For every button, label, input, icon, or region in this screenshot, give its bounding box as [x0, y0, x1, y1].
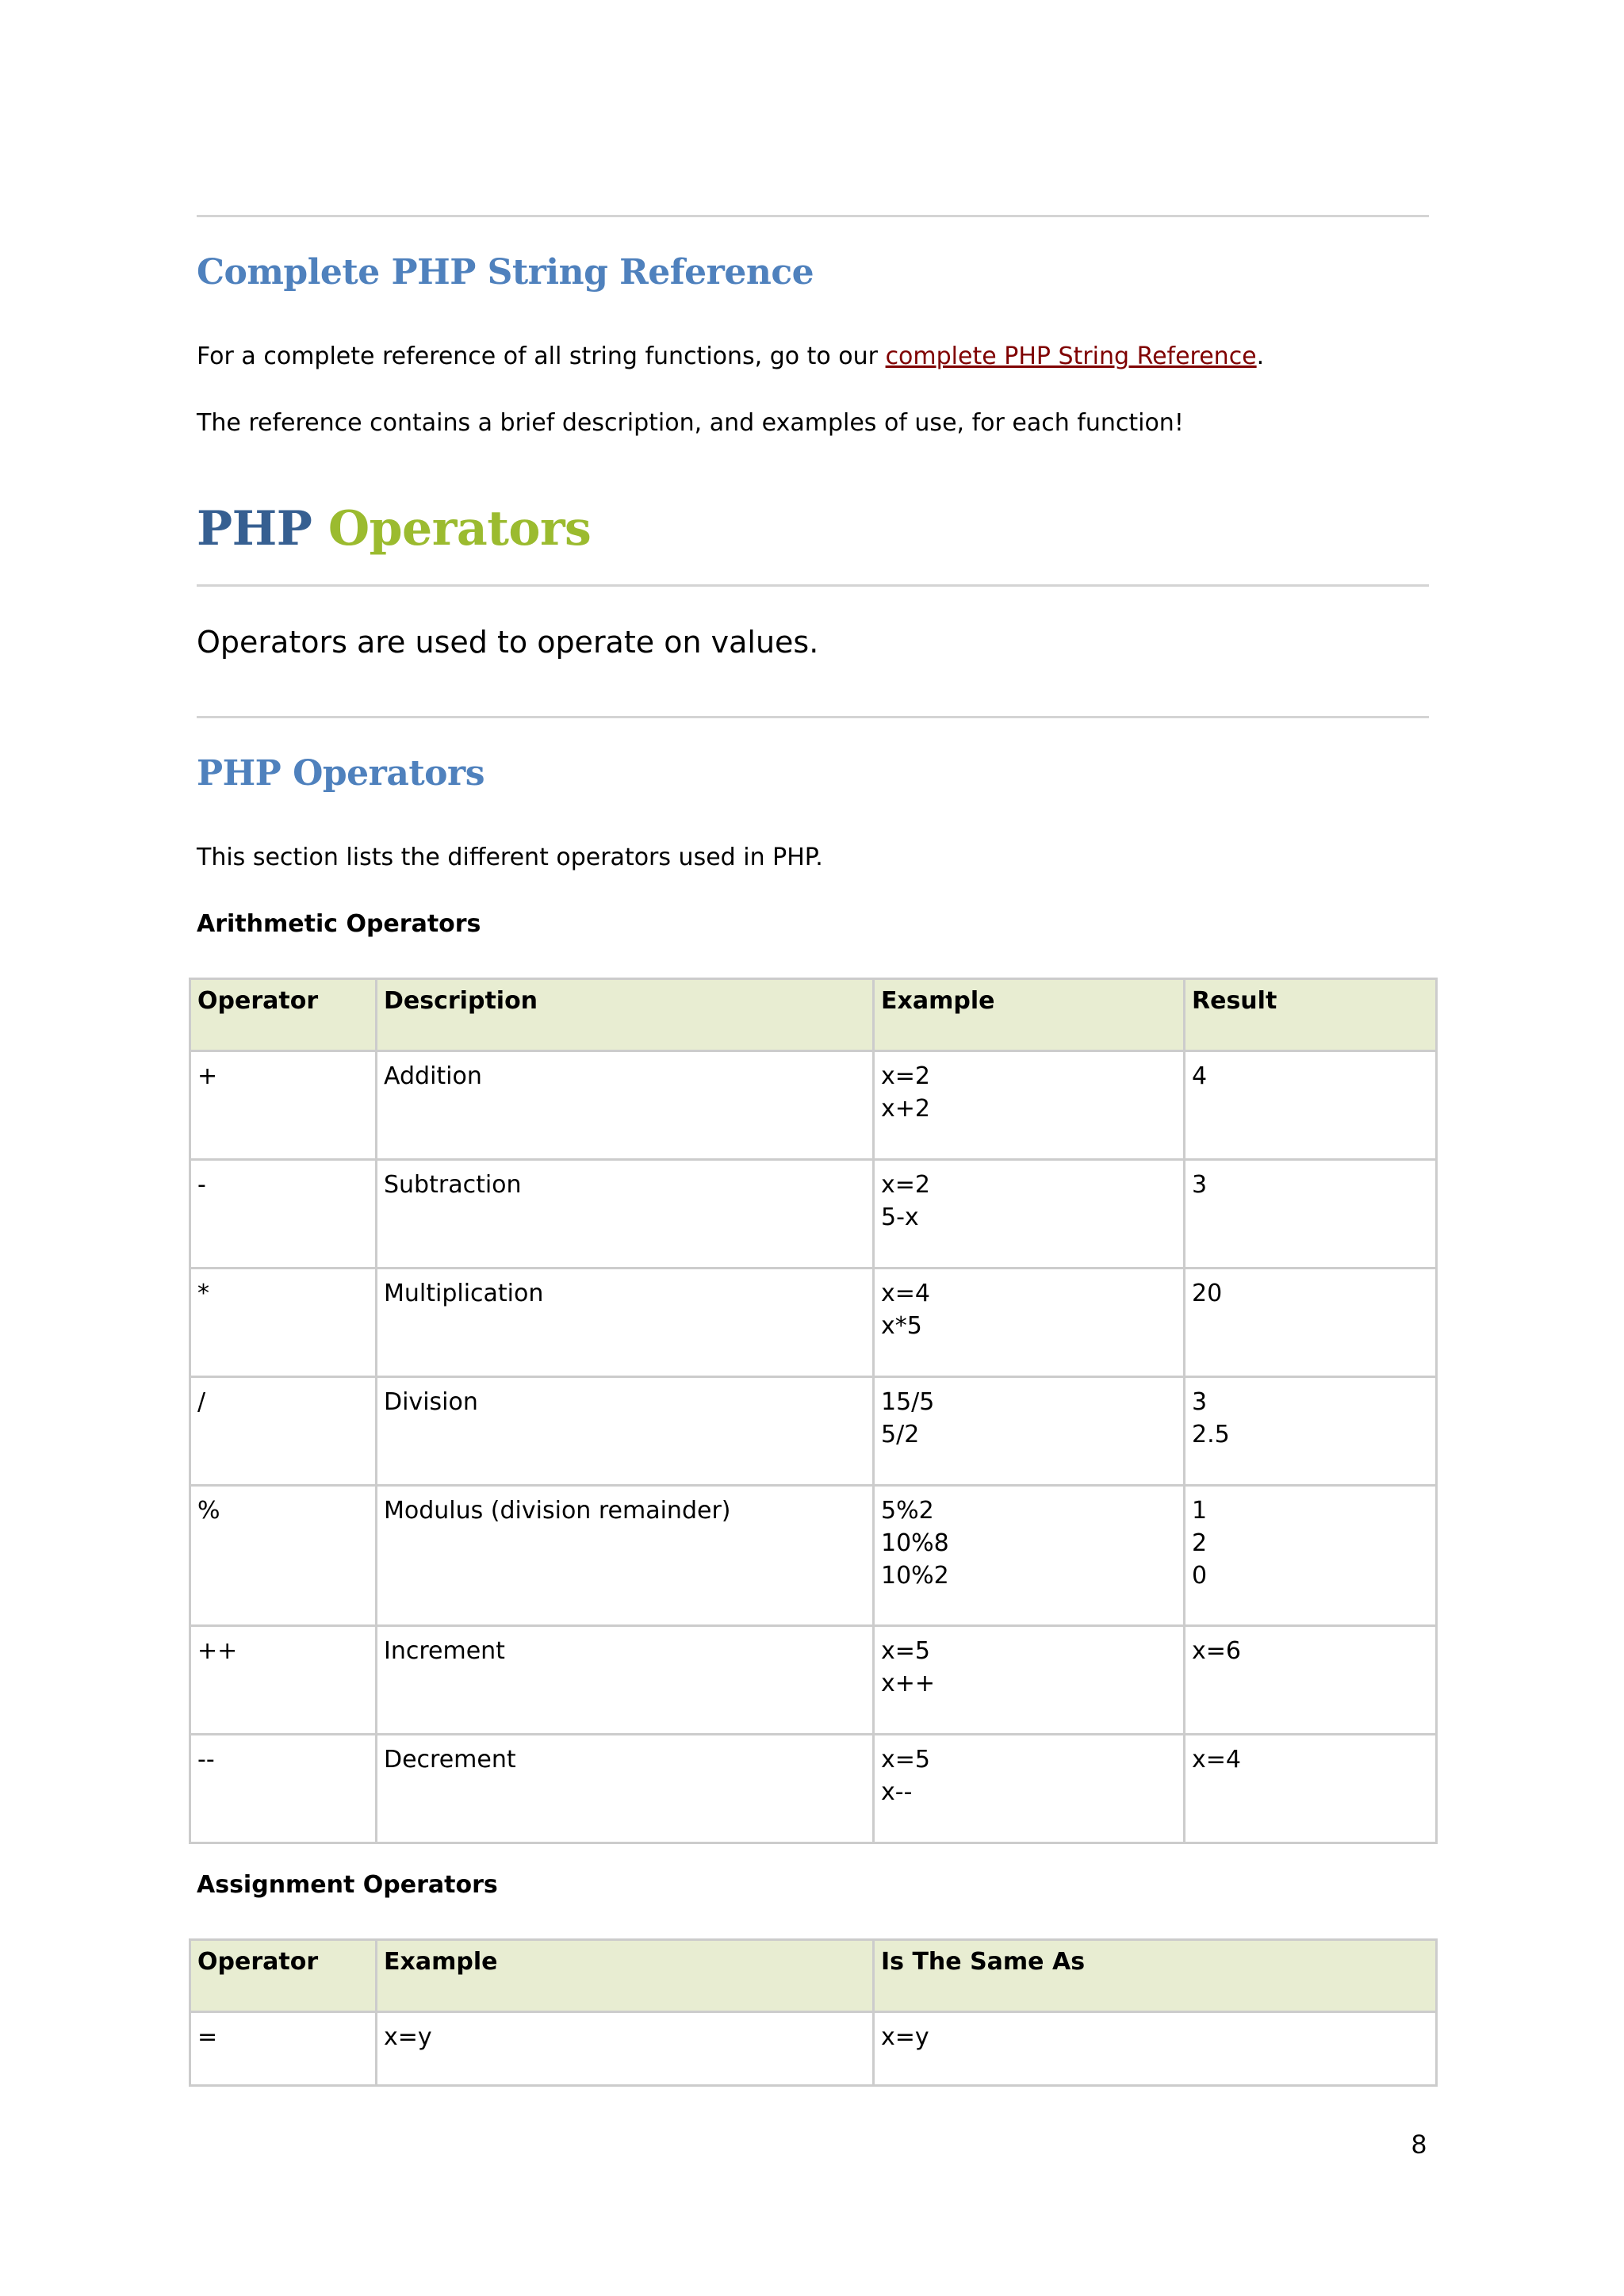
table-cell: x=2 x+2	[874, 1051, 1185, 1160]
column-header: Operator	[190, 979, 377, 1051]
table-cell: 1 2 0	[1185, 1486, 1437, 1626]
table-cell: Multiplication	[377, 1269, 874, 1377]
arithmetic-operators-table	[189, 978, 1438, 1844]
table-cell: 4	[1185, 1051, 1437, 1160]
table-cell: x=4 x*5	[874, 1269, 1185, 1377]
string-reference-link[interactable]: complete PHP String Reference	[885, 342, 1257, 370]
table-cell: Subtraction	[377, 1160, 874, 1269]
divider-top	[197, 215, 1429, 217]
table-cell: %	[190, 1486, 377, 1626]
table-cell: x=y	[377, 2012, 874, 2086]
table-cell: Decrement	[377, 1735, 874, 1843]
table-cell: x=y	[874, 2012, 1437, 2086]
column-header: Is The Same As	[874, 1940, 1437, 2012]
table-row	[190, 1269, 1437, 1377]
operators-description: This section lists the different operators used in PHP.	[197, 844, 823, 871]
table-row	[190, 1051, 1437, 1160]
table-cell: 5%2 10%8 10%2	[874, 1486, 1185, 1626]
string-reference-period: .	[1256, 342, 1265, 370]
page-title	[197, 501, 591, 557]
table-row	[190, 1626, 1437, 1735]
divider-title	[197, 584, 1429, 587]
table-cell: =	[190, 2012, 377, 2086]
table-row	[190, 1160, 1437, 1269]
table-row	[190, 1486, 1437, 1626]
table-cell: /	[190, 1377, 377, 1486]
table-cell: Modulus (division remainder)	[377, 1486, 874, 1626]
table-cell: x=5 x++	[874, 1626, 1185, 1735]
table-cell: *	[190, 1269, 377, 1377]
divider-intro	[197, 716, 1429, 718]
table-cell: 3 2.5	[1185, 1377, 1437, 1486]
table-cell: +	[190, 1051, 377, 1160]
table-cell: x=6	[1185, 1626, 1437, 1735]
table-row	[190, 1735, 1437, 1843]
table-cell: Addition	[377, 1051, 874, 1160]
arithmetic-label: Arithmetic Operators	[197, 910, 481, 938]
column-header: Example	[874, 979, 1185, 1051]
intro-text: Operators are used to operate on values.	[197, 625, 819, 660]
table-cell: Division	[377, 1377, 874, 1486]
column-header: Example	[377, 1940, 874, 2012]
table-cell: -	[190, 1160, 377, 1269]
page-title-word-php: PHP	[197, 501, 312, 557]
table-cell: x=4	[1185, 1735, 1437, 1843]
operators-heading: PHP Operators	[197, 753, 485, 794]
table-header-row	[190, 1940, 1437, 2012]
string-reference-paragraph	[197, 342, 1264, 370]
table-row	[190, 1377, 1437, 1486]
reference-description: The reference contains a brief description, and examples of use, for each function!	[197, 409, 1184, 437]
page-title-word-operators: Operators	[327, 501, 592, 557]
table-cell: 3	[1185, 1160, 1437, 1269]
table-cell: --	[190, 1735, 377, 1843]
table-cell: Increment	[377, 1626, 874, 1735]
table-header-row	[190, 979, 1437, 1051]
string-reference-heading: Complete PHP String Reference	[197, 252, 814, 293]
column-header: Result	[1185, 979, 1437, 1051]
page-number: 8	[1411, 2130, 1427, 2160]
table-cell: x=5 x--	[874, 1735, 1185, 1843]
assignment-operators-table	[189, 1938, 1438, 2087]
table-row	[190, 2012, 1437, 2086]
table-cell: ++	[190, 1626, 377, 1735]
table-cell: x=2 5-x	[874, 1160, 1185, 1269]
column-header: Description	[377, 979, 874, 1051]
table-cell: 15/5 5/2	[874, 1377, 1185, 1486]
table-cell: 20	[1185, 1269, 1437, 1377]
assignment-label: Assignment Operators	[197, 1871, 498, 1899]
column-header: Operator	[190, 1940, 377, 2012]
string-reference-text: For a complete reference of all string functions, go to our	[197, 342, 886, 370]
